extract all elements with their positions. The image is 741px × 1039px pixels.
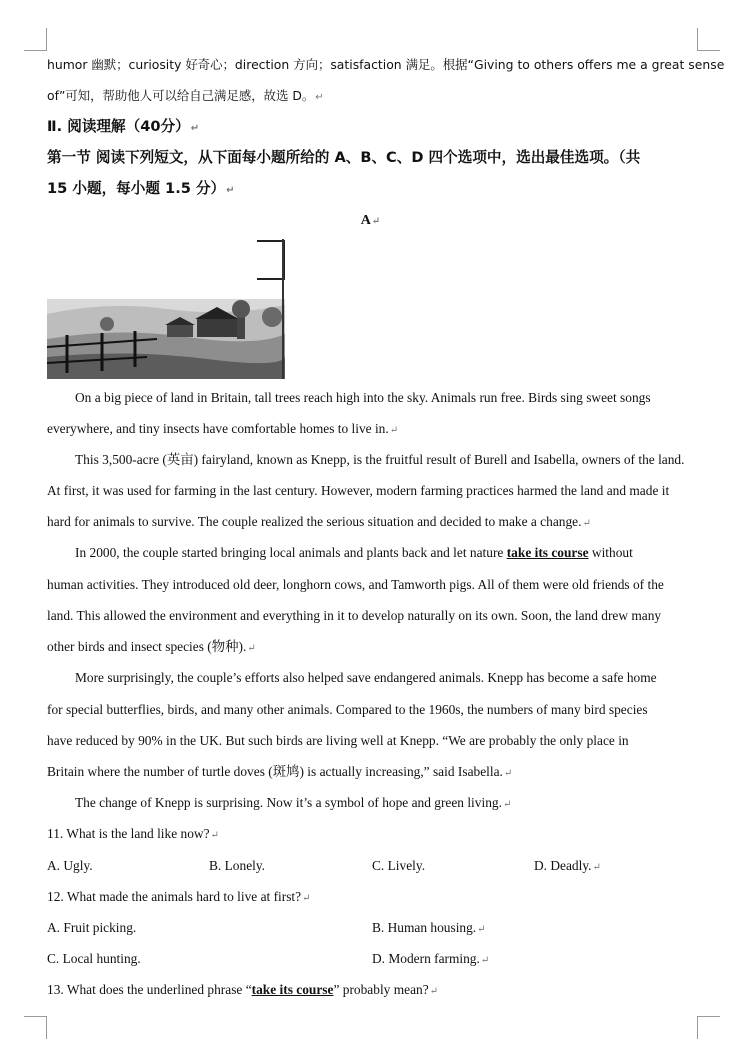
passage-p2-line-3: hard for animals to survive. The couple realized the serious situation and decided to make a change.↵ [47,514,591,529]
q11-option-b: B. Lonely. [209,858,266,873]
passage-p4-line-2: for special butterflies, birds, and many other animals. Compared to the 1960s, the numbers of many bird species [47,702,648,717]
section-title: Ⅱ. 阅读理解（40分）↵ [47,118,200,135]
passage-p1-line-2: everywhere, and tiny insects have comfortable homes to live in.↵ [47,421,399,436]
passage-letter: A↵ [360,213,381,228]
question-12-stem: 12. What made the animals hard to live at first?↵ [47,889,311,904]
passage-p2-line-1: This 3,500-acre (英亩) fairyland, known as Knepp, is the fruitful result of Burell and Isabella, owners of the land. [75,452,685,467]
passage-p3-line-4: other birds and insect species (物种).↵ [47,639,256,654]
q12-option-b: B. Human housing.↵ [372,920,486,935]
passage-p1-line-1: On a big piece of land in Britain, tall trees reach high into the sky. Animals run free. Birds sing sweet songs [75,390,651,405]
question-11-stem: 11. What is the land like now?↵ [47,826,219,841]
q12-option-a: A. Fruit picking. [47,920,137,935]
underlined-phrase: take its course [506,545,589,560]
prev-answer-line-2: of”可知，帮助他人可以给自己满足感，故选 D。↵ [47,88,324,103]
question-13-stem: 13. What does the underlined phrase “take its course” probably mean?↵ [47,982,439,997]
passage-p4-line-4: Britain where the number of turtle doves (斑鸠) is actually increasing,” said Isabella.↵ [47,764,513,779]
passage-p3-line-2: human activities. They introduced old deer, longhorn cows, and Tamworth pigs. All of them were old friends of the [47,577,664,592]
q13-underlined-phrase: take its course [251,982,334,997]
crop-mark-top-left [24,28,47,51]
passage-p4-line-3: have reduced by 90% in the UK. But such birds are living well at Knepp. “We are probably the only place in [47,733,629,748]
farmland-photo [47,239,285,379]
q11-option-a: A. Ugly. [47,858,93,873]
passage-p3-line-3: land. This allowed the environment and everything in it to develop naturally on its own. Soon, the land drew many [47,608,662,623]
prev-answer-line-1: humor 幽默；curiosity 好奇心；direction 方向；satisfaction 满足。根据“Giving to others offers me a great sense [47,57,725,72]
passage-p3-line-1: In 2000, the couple started bringing local animals and plants back and let nature take its course without [75,545,633,560]
crop-mark-bottom-left [24,1016,47,1039]
crop-mark-bottom-right [697,1016,720,1039]
passage-p5: The change of Knepp is surprising. Now it’s a symbol of hope and green living.↵ [75,795,512,810]
q12-option-d: D. Modern farming.↵ [372,951,490,966]
q11-option-c: C. Lively. [372,858,426,873]
passage-p2-line-2: At first, it was used for farming in the last century. However, modern farming practices harmed the land and made it [47,483,670,498]
part-instruction-line-2: 15 小题，每小题 1.5 分）↵ [47,180,235,197]
part-instruction-line-1: 第一节 阅读下列短文，从下面每小题所给的 A、B、C、D 四个选项中，选出最佳选项。（共 [47,149,641,166]
q11-option-d: D. Deadly.↵ [534,858,601,873]
q12-option-c: C. Local hunting. [47,951,141,966]
crop-mark-top-right [697,28,720,51]
passage-p4-line-1: More surprisingly, the couple’s efforts also helped save endangered animals. Knepp has become a safe home [75,670,657,685]
